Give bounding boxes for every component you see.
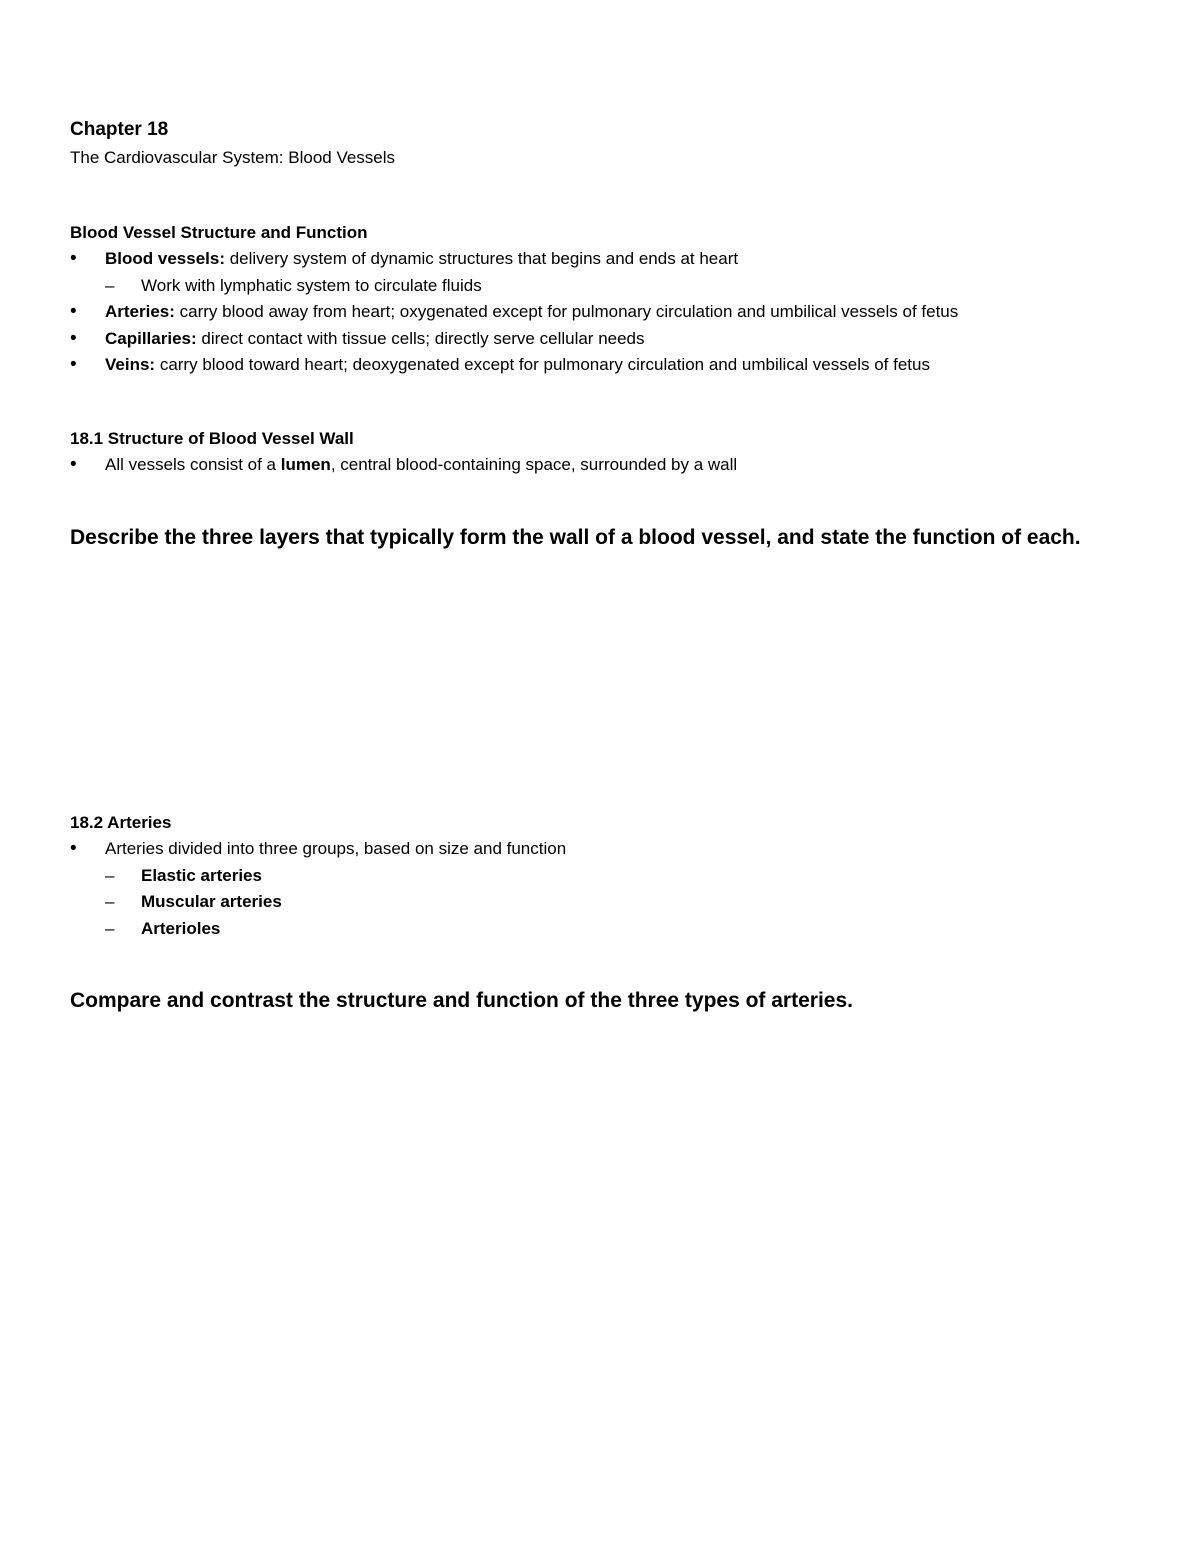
section-18-2 <box>70 809 1150 1016</box>
term-label: Blood vessels: <box>105 249 225 268</box>
intro-bullet-list <box>70 246 1150 379</box>
chapter-subtitle: The Cardiovascular System: Blood Vessels <box>70 148 396 167</box>
subitem-text: Work with lymphatic system to circulate fluids <box>141 275 482 295</box>
term-definition: carry blood away from heart; oxygenated except for pulmonary circulation and umbilical vessels of fetus <box>174 302 959 321</box>
section-intro <box>70 219 1150 379</box>
subitem-text: Elastic arteries <box>141 865 262 885</box>
document-page <box>70 116 1150 1016</box>
term-definition: carry blood toward heart; deoxygenated except for pulmonary circulation and umbilical vessels of fetus <box>155 355 930 374</box>
list-item <box>70 299 1150 326</box>
section-heading: 18.1 Structure of Blood Vessel Wall <box>70 428 354 448</box>
list-item <box>70 352 1150 379</box>
section-heading: 18.2 Arteries <box>70 813 172 832</box>
bullet-text: Arteries divided into three groups, based on size and function <box>105 839 567 858</box>
term-definition: delivery system of dynamic structures that begins and ends at heart <box>225 249 739 268</box>
term-label: Capillaries: <box>105 328 197 348</box>
subitem-text: Muscular arteries <box>141 892 282 911</box>
bullet-text-after: , central blood-containing space, surrounded by a wall <box>330 454 738 474</box>
bullet-text-before: All vessels consist of a <box>105 454 281 474</box>
section-18-1-bullet-list <box>70 452 1150 479</box>
list-subitem <box>70 273 1150 300</box>
list-subitem <box>70 916 1150 943</box>
list-item <box>70 452 1150 479</box>
chapter-title: Chapter 18 <box>70 119 169 140</box>
question-prompt: Describe the three layers that typically form the wall of a blood vessel, and state the function of each. <box>70 526 1081 549</box>
term-label: lumen <box>280 454 331 474</box>
term-definition: direct contact with tissue cells; directly serve cellular needs <box>196 328 645 348</box>
list-subitem <box>70 863 1150 890</box>
list-item <box>70 246 1150 273</box>
term-label: Arteries: <box>105 302 175 321</box>
subitem-text: Arterioles <box>141 918 221 938</box>
list-item <box>70 836 1150 863</box>
term-label: Veins: <box>105 355 156 374</box>
section-heading: Blood Vessel Structure and Function <box>70 223 368 242</box>
question-prompt: Compare and contrast the structure and function of the three types of arteries. <box>70 989 853 1012</box>
list-subitem <box>70 889 1150 916</box>
section-18-1 <box>70 425 1150 554</box>
list-item <box>70 326 1150 353</box>
section-18-2-bullet-list <box>70 836 1150 942</box>
